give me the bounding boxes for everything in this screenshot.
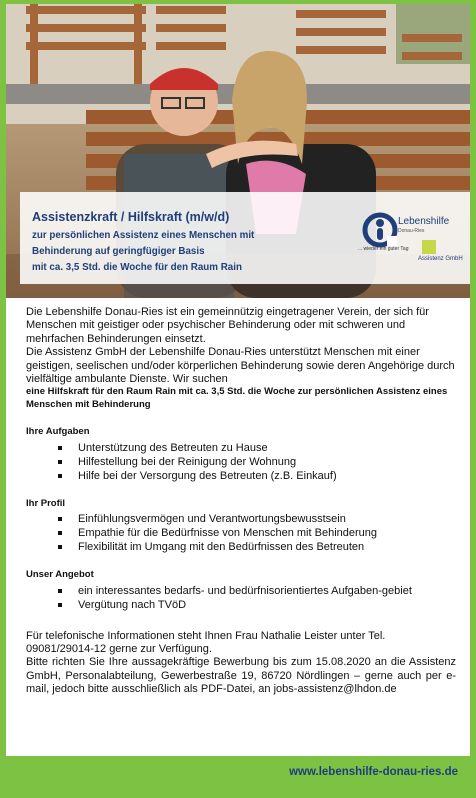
subtitle-line: zur persönlichen Assistenz eines Menschen mit [32, 230, 255, 241]
list-item: ein interessantes bedarfs- und bedürfnisorientiertes Aufgaben-gebiet [58, 584, 456, 598]
list-item: Unterstützung des Betreuten zu Hause [58, 441, 456, 455]
title-overlay [20, 192, 470, 284]
footer-website-link[interactable]: www.lebenshilfe-donau-ries.de [289, 766, 458, 778]
logo-region: Donau-Ries [398, 228, 425, 234]
ad-body [26, 306, 456, 697]
list-item: Vergütung nach TVöD [58, 598, 456, 612]
position-highlight: eine Hilfskraft für den Raum Rain mit ca. 3,5 Std. die Woche zur persönlichen Assistenz eines Menschen mit Behinderung [26, 386, 448, 410]
application-paragraph: Bitte richten Sie Ihre aussagekräftige Bewerbung bis zum 15.08.2020 an die Assistenz GmbH, Personalabteilung, Gewerbestraße 19, 86720 Nördlingen – gerne auch per e-mail, jedoch bitte ausschließlich als PDF-Datei, an jobs-assistenz@lhdon.de [26, 656, 456, 696]
contact-paragraph: Für telefonische Informationen steht Ihnen Frau Nathalie Leister unter Tel. 09081/29014-12 gerne zur Verfügung. [26, 629, 386, 656]
logo-name: Lebenshilfe [398, 216, 450, 227]
job-title: Assistenzkraft / Hilfskraft (m/w/d) [32, 210, 230, 224]
section-heading-profil: Ihr Profil [26, 497, 66, 509]
list-item: Hilfestellung bei der Reinigung der Wohnung [58, 455, 456, 469]
section-heading-angebot: Unser Angebot [26, 569, 94, 581]
logo-green-square [422, 240, 436, 254]
list-item: Empathie für die Bedürfnisse von Menschen mit Behinderung [58, 526, 456, 540]
job-subtitle [32, 228, 332, 276]
subtitle-line: mit ca. 3,5 Std. die Woche für den Raum Rain [32, 262, 242, 273]
list-item: Hilfe bei der Versorgung des Betreuten (z.B. Einkauf) [58, 469, 456, 483]
intro-paragraph: Die Assistenz GmbH der Lebenshilfe Donau-Ries unterstützt Menschen mit einer geistigen, seelischen und/oder körperlichen Behinderung sowie deren Angehörige durch vielfältige ambulante Dienste. Wir suchen [26, 346, 455, 386]
lebenshilfe-logo [358, 212, 462, 264]
subtitle-line: Behinderung auf geringfügiger Basis [32, 246, 205, 257]
angebot-list [26, 584, 456, 612]
profil-list [26, 512, 456, 554]
logo-tagline: ... wieder ein guter Tag [358, 246, 409, 252]
intro-paragraph: Die Lebenshilfe Donau-Ries ist ein gemeinnützig eingetragener Verein, der sich für Menschen mit geistiger oder psychischer Behinderung oder mit schweren und mehrfachen Behinderungen einsetzt. [26, 306, 429, 345]
list-item: Einfühlungsvermögen und Verantwortungsbewusstsein [58, 512, 456, 526]
logo-emblem-icon [362, 212, 398, 248]
list-item: Flexibilität im Umgang mit den Bedürfnissen des Betreuten [58, 540, 456, 554]
aufgaben-list [26, 441, 456, 483]
header-photo [6, 4, 470, 298]
logo-division: Assistenz GmbH [418, 256, 463, 262]
job-ad-card [6, 4, 470, 756]
section-heading-aufgaben: Ihre Aufgaben [26, 426, 90, 438]
